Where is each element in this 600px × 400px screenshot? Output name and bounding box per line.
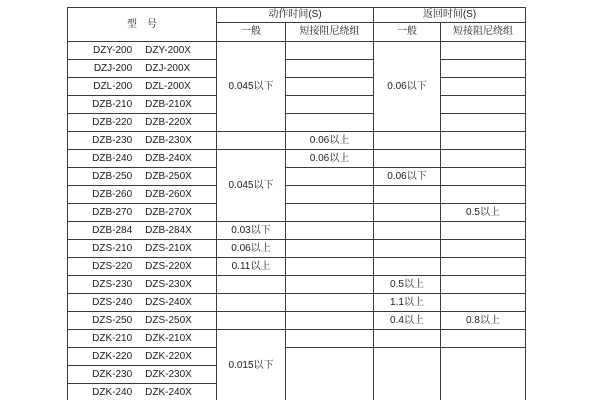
col-header-return-damping: 短接阻尼绕组 <box>441 23 526 42</box>
model-code: DZB-284 <box>92 224 133 236</box>
ret-gen-cell: 0.06以下 <box>374 42 441 132</box>
model-cell <box>68 168 217 186</box>
act-gen-cell <box>217 312 286 330</box>
table-row <box>68 132 526 150</box>
act-damp-cell <box>286 258 374 276</box>
act-damp-cell <box>286 222 374 240</box>
model-cell <box>68 258 217 276</box>
model-code: DZB-270X <box>145 206 192 218</box>
table-row <box>68 240 526 258</box>
table-row <box>68 312 526 330</box>
act-damp-cell <box>286 330 374 348</box>
model-code: DZS-220X <box>145 260 192 272</box>
ret-gen-cell <box>374 240 441 258</box>
ret-gen-cell <box>374 186 441 204</box>
model-code: DZK-230X <box>145 368 192 380</box>
ret-damp-cell <box>441 294 526 312</box>
model-code: DZB-260 <box>92 188 133 200</box>
act-gen-cell: 0.03以下 <box>217 222 286 240</box>
act-gen-cell: 0.015以下 <box>217 330 286 400</box>
table-row <box>68 330 526 348</box>
col-header-return-time: 返回时间(S) <box>374 8 526 23</box>
model-code: DZS-240X <box>145 296 192 308</box>
ret-gen-cell <box>374 150 441 168</box>
table-row <box>68 348 526 366</box>
table-row <box>68 150 526 168</box>
table-row <box>68 276 526 294</box>
header-row-groups <box>68 8 526 23</box>
model-cell <box>68 276 217 294</box>
ret-damp-cell <box>441 132 526 150</box>
table-row <box>68 258 526 276</box>
table-row <box>68 114 526 132</box>
model-code: DZY-200 <box>93 44 133 56</box>
model-cell <box>68 222 217 240</box>
model-code: DZB-230X <box>145 134 192 146</box>
act-damp-cell <box>286 186 374 204</box>
ret-damp-cell <box>441 240 526 258</box>
model-cell <box>68 186 217 204</box>
model-code: DZB-240X <box>145 152 192 164</box>
model-code: DZB-210 <box>92 98 133 110</box>
ret-damp-cell <box>441 222 526 240</box>
model-code: DZS-230 <box>92 278 133 290</box>
ret-damp-cell <box>441 258 526 276</box>
model-code: DZS-220 <box>92 260 133 272</box>
model-code: DZK-240 <box>92 386 133 398</box>
model-cell <box>68 384 217 400</box>
model-code: DZB-284X <box>145 224 192 236</box>
model-code: DZK-220X <box>145 350 192 362</box>
ret-damp-cell <box>441 276 526 294</box>
model-cell <box>68 204 217 222</box>
model-code: DZL-200X <box>145 80 191 92</box>
ret-gen-cell: 0.06以下 <box>374 168 441 186</box>
table-row <box>68 168 526 186</box>
act-damp-cell <box>286 312 374 330</box>
act-damp-cell <box>286 78 374 96</box>
ret-gen-cell: 1.1以上 <box>374 294 441 312</box>
act-gen-cell: 0.045以下 <box>217 42 286 132</box>
model-cell <box>68 114 217 132</box>
table-row <box>68 294 526 312</box>
ret-gen-cell <box>374 204 441 222</box>
model-code: DZK-210 <box>92 332 133 344</box>
ret-gen-cell <box>374 222 441 240</box>
act-damp-cell: 0.06以上 <box>286 150 374 168</box>
model-cell <box>68 312 217 330</box>
model-code: DZS-250 <box>92 314 133 326</box>
act-damp-cell <box>286 42 374 60</box>
model-code: DZK-230 <box>92 368 133 380</box>
model-code: DZB-250 <box>92 170 133 182</box>
model-cell <box>68 42 217 60</box>
table-row <box>68 78 526 96</box>
model-code: DZB-230 <box>92 134 133 146</box>
model-code: DZS-210 <box>92 242 133 254</box>
table-row <box>68 42 526 60</box>
model-cell <box>68 240 217 258</box>
model-code: DZB-260X <box>145 188 192 200</box>
ret-gen-cell <box>374 258 441 276</box>
ret-damp-cell <box>441 78 526 96</box>
act-damp-cell <box>286 348 374 400</box>
model-cell <box>68 294 217 312</box>
model-code: DZB-250X <box>145 170 192 182</box>
table-row <box>68 204 526 222</box>
act-gen-cell: 0.06以上 <box>217 240 286 258</box>
act-damp-cell <box>286 60 374 78</box>
model-cell <box>68 96 217 114</box>
model-cell <box>68 366 217 384</box>
model-code: DZY-200X <box>145 44 191 56</box>
ret-gen-cell: 0.5以上 <box>374 276 441 294</box>
model-cell <box>68 348 217 366</box>
act-gen-cell: 0.11以上 <box>217 258 286 276</box>
model-code: DZK-210X <box>145 332 192 344</box>
ret-gen-cell <box>374 132 441 150</box>
model-code: DZK-220 <box>92 350 133 362</box>
col-header-action-general: 一般 <box>217 23 286 42</box>
ret-damp-cell <box>441 330 526 348</box>
table-row <box>68 60 526 78</box>
ret-damp-cell: 0.8以上 <box>441 312 526 330</box>
model-cell <box>68 150 217 168</box>
model-cell <box>68 60 217 78</box>
act-damp-cell <box>286 168 374 186</box>
table-row <box>68 186 526 204</box>
ret-damp-cell <box>441 150 526 168</box>
ret-gen-cell: 0.4以上 <box>374 312 441 330</box>
ret-gen-cell <box>374 348 441 400</box>
table-row <box>68 222 526 240</box>
ret-damp-cell <box>441 114 526 132</box>
col-header-action-time: 动作时间(S) <box>217 8 374 23</box>
col-header-return-general: 一般 <box>374 23 441 42</box>
ret-damp-cell <box>441 168 526 186</box>
model-code: DZB-220X <box>145 116 192 128</box>
spec-table-header <box>68 8 526 42</box>
col-header-action-damping: 短接阻尼绕组 <box>286 23 374 42</box>
act-gen-cell: 0.045以下 <box>217 150 286 222</box>
model-code: DZS-240 <box>92 296 133 308</box>
col-header-model: 型 号 <box>68 8 217 42</box>
model-code: DZL-200 <box>93 80 133 92</box>
ret-damp-cell: 0.5以上 <box>441 204 526 222</box>
ret-damp-cell <box>441 42 526 60</box>
act-gen-cell <box>217 294 286 312</box>
act-damp-cell <box>286 96 374 114</box>
act-gen-cell <box>217 132 286 150</box>
model-code: DZK-240X <box>145 386 192 398</box>
act-damp-cell <box>286 240 374 258</box>
model-cell <box>68 330 217 348</box>
model-code: DZB-270 <box>92 206 133 218</box>
table-row <box>68 96 526 114</box>
ret-damp-cell <box>441 186 526 204</box>
model-cell <box>68 78 217 96</box>
act-damp-cell <box>286 294 374 312</box>
ret-damp-cell <box>441 96 526 114</box>
model-code: DZS-210X <box>145 242 192 254</box>
model-code: DZS-230X <box>145 278 192 290</box>
act-damp-cell <box>286 276 374 294</box>
model-code: DZJ-200 <box>93 62 133 74</box>
ret-damp-cell <box>441 60 526 78</box>
act-damp-cell: 0.06以上 <box>286 132 374 150</box>
model-code: DZB-220 <box>92 116 133 128</box>
model-code: DZB-240 <box>92 152 133 164</box>
model-code: DZB-210X <box>145 98 192 110</box>
model-cell <box>68 132 217 150</box>
act-damp-cell <box>286 204 374 222</box>
ret-damp-cell <box>441 348 526 400</box>
model-code: DZJ-200X <box>145 62 191 74</box>
act-damp-cell <box>286 114 374 132</box>
model-code: DZS-250X <box>145 314 192 326</box>
ret-gen-cell <box>374 330 441 348</box>
spec-table-body <box>68 42 526 400</box>
act-gen-cell <box>217 276 286 294</box>
spec-table <box>67 7 526 400</box>
